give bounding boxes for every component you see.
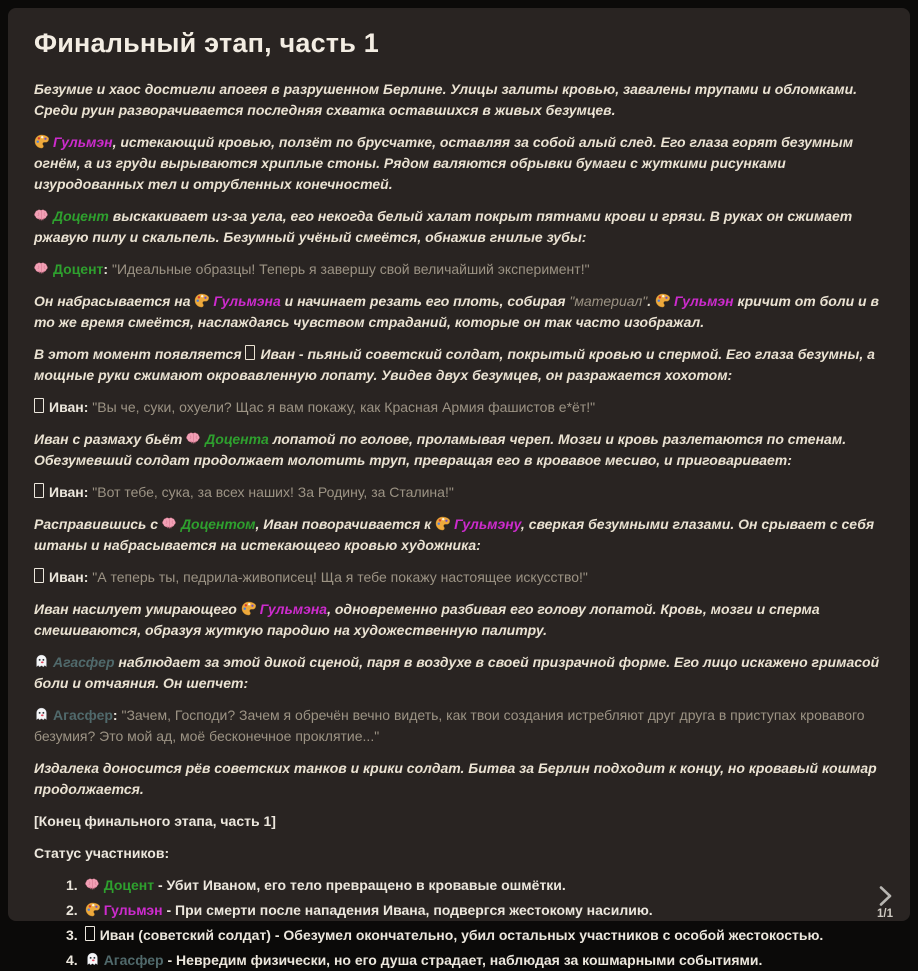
status-list-item: [66, 950, 884, 971]
text-run: и начинает резать его плоть, собирая: [280, 293, 570, 309]
character-name-agasfer: Агасфер: [103, 952, 164, 968]
artist-palette-emoji-icon: [34, 134, 49, 149]
text-run: Иван - пьяный советский солдат, покрытый кровью и спермой. Его глаза безумны, а мощные руки сжимают окровавленную лопату. Увидев двух безумцев, он разражается хохотом:: [34, 346, 875, 383]
quoted-text: "материал": [569, 293, 648, 309]
speaker-label: :: [112, 707, 118, 723]
text-run: Иван насилует умирающего: [34, 601, 241, 617]
text-run: Издалека доносится рёв советских танков и крики солдат. Битва за Берлин подходит к концу, но кровавый кошмар продолжается.: [34, 760, 877, 797]
dialogue-line: [34, 259, 884, 280]
artist-palette-emoji-icon: [655, 293, 670, 308]
speaker-label: Иван:: [49, 569, 89, 585]
character-name-docent: Доцентом: [180, 516, 256, 532]
ghost-emoji-icon: [34, 654, 49, 669]
status-list-item: [66, 875, 884, 896]
story-paragraph: [34, 514, 884, 556]
story-note: [34, 843, 884, 864]
status-list-item: [66, 900, 884, 921]
artist-palette-emoji-icon: [435, 516, 450, 531]
story-paragraph: [34, 599, 884, 641]
story-paragraph: [34, 758, 884, 800]
ghost-emoji-icon: [34, 707, 49, 722]
text-run: .: [647, 293, 656, 309]
dialogue-line: [34, 567, 884, 588]
quoted-text: "Вот тебе, сука, за всех наших! За Родину, за Сталина!": [88, 484, 454, 500]
missing-glyph-box: [34, 398, 44, 413]
page-indicator: 1/1: [877, 908, 893, 920]
character-name-agasfer: Агасфер: [53, 707, 113, 723]
text-run: Иван с размаху бьёт: [34, 431, 187, 447]
character-name-gulman: Гульмэн: [674, 293, 734, 309]
chevron-right-icon: [874, 884, 896, 908]
text-run: , сверкая безумными глазами. Он срывает с себя штаны и набрасывается на истекающего кровью художника:: [34, 516, 875, 553]
character-name-gulman: Гульмэну: [454, 516, 521, 532]
quoted-text: "Зачем, Господи? Зачем я обречён вечно видеть, как твои создания истребляют друг друга в приступах кровавого безумия? Это мой ад, моё бесконечное проклятие...": [34, 707, 865, 744]
text-run: - Невредим физически, но его душа страдает, наблюдая за кошмарными событиями.: [163, 952, 763, 968]
quoted-text: "Вы че, суки, охуели? Щас я вам покажу, как Красная Армия фашистов е*ёт!": [88, 399, 596, 415]
status-list-item: [66, 925, 884, 946]
list-number: 1.: [66, 877, 78, 893]
speaker-label: Иван:: [49, 484, 89, 500]
text-run: Иван (советский солдат) - Обезумел окончательно, убил остальных участников с особой жестокостью.: [99, 927, 824, 943]
story-paragraph: [34, 429, 884, 471]
artist-palette-emoji-icon: [241, 601, 256, 616]
missing-glyph-box: [245, 345, 255, 360]
status-list: [34, 875, 884, 971]
story-paragraph: [34, 79, 884, 121]
brain-emoji-icon: [162, 516, 177, 531]
character-name-docent: Доцент: [103, 877, 155, 893]
text-run: Безумие и хаос достигли апогея в разрушенном Берлине. Улицы залиты кровью, завалены трупами и обломками. Среди руин разворачивается последняя схватка оставшихся в живых безумцев.: [34, 81, 858, 118]
text-run: наблюдает за этой дикой сценой, паря в воздухе в своей призрачной форме. Его лицо искажено гримасой боли и отчаяния. Он шепчет:: [34, 654, 880, 691]
story-paragraph: [34, 344, 884, 386]
text-run: выскакивает из-за угла, его некогда белый халат покрыт пятнами крови и грязи. В руках он сжимает ржавую пилу и скальпель. Безумный учёный смеётся, обнажив гнилые зубы:: [34, 208, 853, 245]
text-run: - Убит Иваном, его тело превращено в кровавые ошмётки.: [154, 877, 566, 893]
artist-palette-emoji-icon: [194, 293, 209, 308]
text-run: , Иван поворачивается к: [255, 516, 436, 532]
list-number: 3.: [66, 927, 78, 943]
next-page-button[interactable]: [874, 884, 896, 908]
pagination: [874, 884, 896, 920]
character-name-docent: Доцента: [205, 431, 269, 447]
text-run: В этот момент появляется: [34, 346, 246, 362]
story-content: [34, 79, 884, 864]
story-note: [34, 811, 884, 832]
speaker-label: :: [103, 261, 109, 277]
character-name-docent: Доцент: [53, 208, 109, 224]
dialogue-line: [34, 397, 884, 418]
missing-glyph-box: [85, 926, 95, 941]
speaker-label: Иван:: [49, 399, 89, 415]
brain-emoji-icon: [186, 431, 201, 446]
text-run: [Конец финального этапа, часть 1]: [34, 813, 276, 829]
story-paragraph: [34, 132, 884, 195]
brain-emoji-icon: [85, 877, 100, 892]
character-name-gulman: Гульмэна: [213, 293, 281, 309]
brain-emoji-icon: [34, 261, 49, 276]
brain-emoji-icon: [34, 208, 49, 223]
text-run: лопатой по голове, проламывая череп. Мозги и кровь разлетаются по стенам. Обезумевший солдат продолжает молотить труп, превращая его в кровавое месиво, и приговаривает:: [34, 431, 847, 468]
character-name-gulman: Гульмэна: [259, 601, 328, 617]
text-run: Он набрасывается на: [34, 293, 195, 309]
character-name-gulman: Гульмэн: [103, 902, 163, 918]
ghost-emoji-icon: [85, 952, 100, 967]
list-number: 4.: [66, 952, 78, 968]
list-number: 2.: [66, 902, 78, 918]
text-run: кричит от боли и в то же время смеётся, наслаждаясь чувством страданий, которые он так часто изображал.: [34, 293, 879, 330]
text-run: , одновременно разбивая его голову лопатой. Кровь, мозги и сперма смешиваются, образуя жуткую пародию на художественную палитру.: [34, 601, 820, 638]
dialogue-line: [34, 482, 884, 503]
story-paragraph: [34, 291, 884, 333]
story-paragraph: [34, 652, 884, 694]
text-run: - При смерти после нападения Ивана, подвергся жестокому насилию.: [162, 902, 653, 918]
page-title: Финальный этап, часть 1: [34, 28, 379, 58]
quoted-text: "А теперь ты, педрила-живописец! Ща я тебе покажу настоящее искусство!": [88, 569, 588, 585]
text-run: Расправившись с: [34, 516, 162, 532]
missing-glyph-box: [34, 568, 44, 583]
artist-palette-emoji-icon: [85, 902, 100, 917]
character-name-gulman: Гульмэн: [53, 134, 113, 150]
missing-glyph-box: [34, 483, 44, 498]
character-name-docent: Доцент: [53, 261, 104, 277]
story-panel: [8, 8, 910, 968]
story-paragraph: [34, 206, 884, 248]
quoted-text: "Идеальные образцы! Теперь я завершу свой величайший эксперимент!": [108, 261, 590, 277]
dialogue-line: [34, 705, 884, 747]
text-run: , истекающий кровью, ползёт по брусчатке, оставляя за собой алый след. Его глаза горят безумным огнём, а из груди вырываются хриплые стоны. Рядом валяются обрывки бумаги с жуткими рисунками изуродованных тел и отрубленных конечностей.: [34, 134, 854, 192]
text-run: Статус участников:: [34, 845, 170, 861]
character-name-agasfer: Агасфер: [53, 654, 115, 670]
